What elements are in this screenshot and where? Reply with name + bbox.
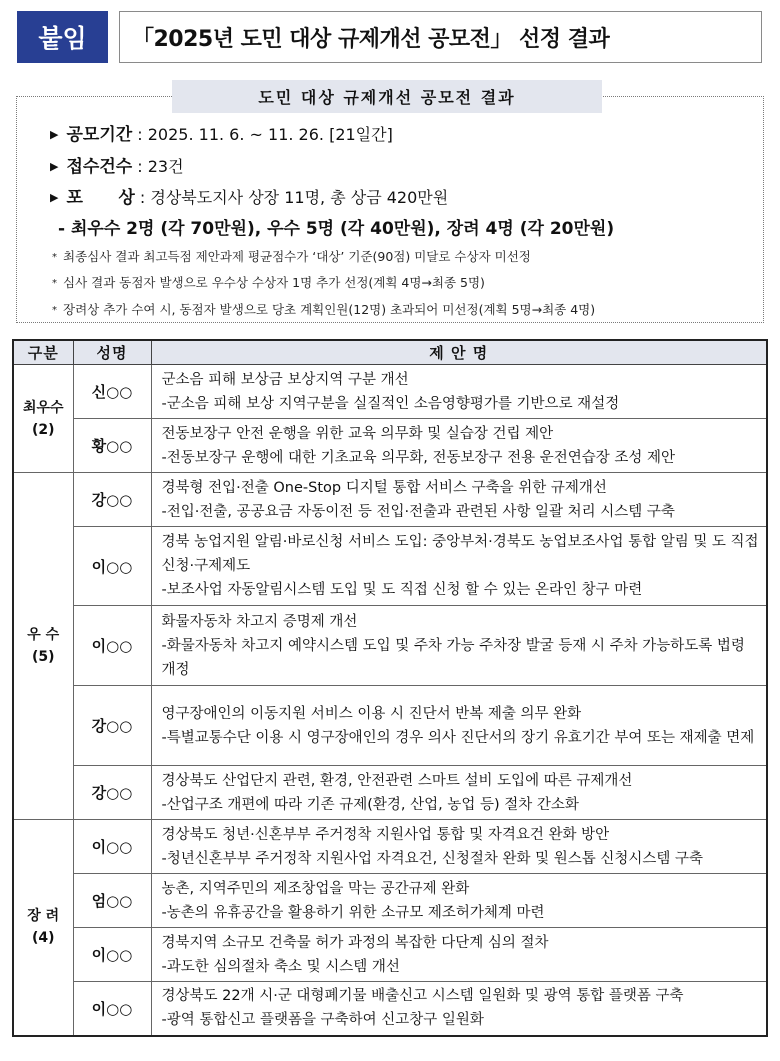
name-cell: 이○○ — [73, 928, 151, 982]
asterisk-icon: * — [52, 278, 57, 289]
table-row — [13, 686, 767, 766]
period-label: 공모기간 — [66, 125, 133, 145]
note-text: 장려상 추가 수여 시, 동점자 발생으로 당초 계획인원(12명) 초과되어 미선정(계획 5명→최종 4명) — [63, 302, 596, 317]
name-cell: 강○○ — [73, 686, 151, 766]
name-cell: 이○○ — [73, 527, 151, 606]
proposal-detail: -농촌의 유휴공간을 활용하기 위한 소규모 제조허가체계 마련 — [161, 904, 545, 921]
proposal-detail: -특별교통수단 이용 시 영구장애인의 경우 의사 진단서의 장기 유효기간 부여 또는 재제출 면제 — [161, 729, 755, 746]
category-cell — [13, 473, 73, 820]
proposal-title: 전동보장구 안전 운행을 위한 교육 의무화 및 실습장 건립 제안 — [161, 425, 554, 442]
document-title: 「2025년 도민 대상 규제개선 공모전」 선정 결과 — [119, 11, 762, 63]
count-line — [50, 152, 184, 177]
summary-title: 도민 대상 규제개선 공모전 결과 — [172, 80, 602, 113]
table-row — [13, 874, 767, 928]
header-category: 구분 — [13, 340, 73, 365]
table-row — [13, 527, 767, 606]
category-cell — [13, 365, 73, 473]
table-row — [13, 419, 767, 473]
name-cell: 강○○ — [73, 473, 151, 527]
bullet-triangle-icon: ▶ — [50, 191, 59, 204]
proposal-title: 경북 농업지원 알림·바로신청 서비스 도입: 중앙부처·경북도 농업보조사업 통합 알림 및 도 직접 신청·구제제도 — [161, 534, 759, 574]
category-label: 우 수 — [27, 627, 60, 643]
proposal-cell — [151, 766, 767, 820]
proposal-cell — [151, 419, 767, 473]
proposal-cell — [151, 473, 767, 527]
note-text: 최종심사 결과 최고득점 제안과제 평균점수가 ‘대상’ 기준(90점) 미달로 수상자 미선정 — [63, 249, 531, 264]
proposal-cell — [151, 686, 767, 766]
proposal-detail: -산업구조 개편에 따라 기존 규제(환경, 산업, 농업 등) 절차 간소화 — [161, 796, 579, 813]
category-count: (5) — [31, 649, 55, 665]
table-row — [13, 982, 767, 1036]
proposal-title: 경북형 전입·전출 One-Stop 디지털 통합 서비스 구축을 위한 규제개선 — [161, 479, 607, 496]
note-text: 심사 결과 동점자 발생으로 우수상 수상자 1명 추가 선정(계획 4명→최종 5명) — [63, 275, 485, 290]
proposal-detail: -전입·전출, 공공요금 자동이전 등 전입·전출과 관련된 사항 일괄 처리 시스템 구축 — [161, 503, 675, 520]
bullet-triangle-icon: ▶ — [50, 160, 59, 173]
award-line — [50, 183, 448, 208]
category-count: (2) — [31, 421, 55, 438]
count-value: : 23건 — [137, 157, 184, 176]
table-row — [13, 473, 767, 527]
category-count: (4) — [31, 930, 55, 947]
table-row — [13, 820, 767, 874]
header-name: 성명 — [73, 340, 151, 365]
name-cell: 이○○ — [73, 820, 151, 874]
proposal-detail: -화물자동차 차고지 예약시스템 도입 및 주차 가능 주차장 발굴 등재 시 주차 가능하도록 법령 개정 — [161, 637, 745, 678]
proposal-detail: -청년신혼부부 주거정착 지원사업 자격요건, 신청절차 완화 및 원스톱 신청시스템 구축 — [161, 850, 704, 867]
period-line — [50, 120, 393, 145]
category-label: 최우수 — [22, 399, 64, 416]
name-cell: 황○○ — [73, 419, 151, 473]
proposal-cell — [151, 874, 767, 928]
proposal-detail: -광역 통합신고 플랫폼을 구축하여 신고창구 일원화 — [161, 1012, 484, 1029]
name-cell: 이○○ — [73, 982, 151, 1036]
bullet-triangle-icon: ▶ — [50, 128, 59, 141]
period-value: : 2025. 11. 6. ~ 11. 26. [21일간] — [137, 125, 393, 144]
proposal-cell — [151, 982, 767, 1036]
count-label: 접수건수 — [66, 157, 133, 177]
asterisk-icon: * — [52, 305, 57, 316]
name-cell: 강○○ — [73, 766, 151, 820]
table-row — [13, 766, 767, 820]
proposal-detail: -군소음 피해 보상 지역구분을 실질적인 소음영향평가를 기반으로 재설정 — [161, 395, 620, 412]
table-row — [13, 928, 767, 982]
proposal-cell — [151, 606, 767, 686]
name-cell: 신○○ — [73, 365, 151, 419]
proposal-title: 경상북도 산업단지 관련, 환경, 안전관련 스마트 설비 도입에 따른 규제개선 — [161, 772, 633, 789]
proposal-title: 영구장애인의 이동지원 서비스 이용 시 진단서 반복 제출 의무 완화 — [161, 705, 582, 722]
table-row — [13, 365, 767, 419]
proposal-cell — [151, 928, 767, 982]
results-table — [12, 339, 768, 1037]
proposal-cell — [151, 365, 767, 419]
category-cell — [13, 820, 73, 1036]
proposal-title: 경상북도 22개 시·군 대형폐기물 배출신고 시스템 일원화 및 광역 통합 플랫폼 구축 — [161, 988, 684, 1005]
proposal-title: 화물자동차 차고지 증명제 개선 — [161, 613, 358, 630]
header-proposal: 제 안 명 — [151, 340, 767, 365]
category-label: 장 려 — [27, 908, 60, 925]
proposal-detail: -보조사업 자동알림시스템 도입 및 도 직접 신청 할 수 있는 온라인 창구 마련 — [161, 582, 643, 598]
proposal-cell — [151, 820, 767, 874]
proposal-detail: -과도한 심의절차 축소 및 시스템 개선 — [161, 958, 400, 975]
asterisk-icon: * — [52, 252, 57, 263]
table-header-row — [13, 340, 767, 365]
name-cell: 이○○ — [73, 606, 151, 686]
proposal-title: 농촌, 지역주민의 제조창업을 막는 공간규제 완화 — [161, 880, 470, 897]
proposal-cell — [151, 527, 767, 606]
note-2 — [52, 273, 485, 291]
note-1 — [52, 247, 531, 265]
proposal-detail: -전동보장구 운행에 대한 기초교육 의무화, 전동보장구 전용 운전연습장 조성 제안 — [161, 449, 676, 466]
proposal-title: 경상북도 청년·신혼부부 주거정착 지원사업 통합 및 자격요건 완화 방안 — [161, 826, 610, 843]
proposal-title: 경북지역 소규모 건축물 허가 과정의 복잡한 다단계 심의 절차 — [161, 934, 549, 951]
name-cell: 엄○○ — [73, 874, 151, 928]
note-3 — [52, 300, 595, 318]
proposal-title: 군소음 피해 보상금 보상지역 구분 개선 — [161, 371, 409, 388]
attachment-badge: 붙임 — [17, 11, 108, 63]
award-label: 포 상 — [66, 188, 135, 208]
award-value: : 경상북도지사 상장 11명, 총 상금 420만원 — [139, 188, 449, 207]
award-detail: - 최우수 2명 (각 70만원), 우수 5명 (각 40만원), 장려 4명 (각 20만원) — [58, 219, 615, 239]
table-row — [13, 606, 767, 686]
